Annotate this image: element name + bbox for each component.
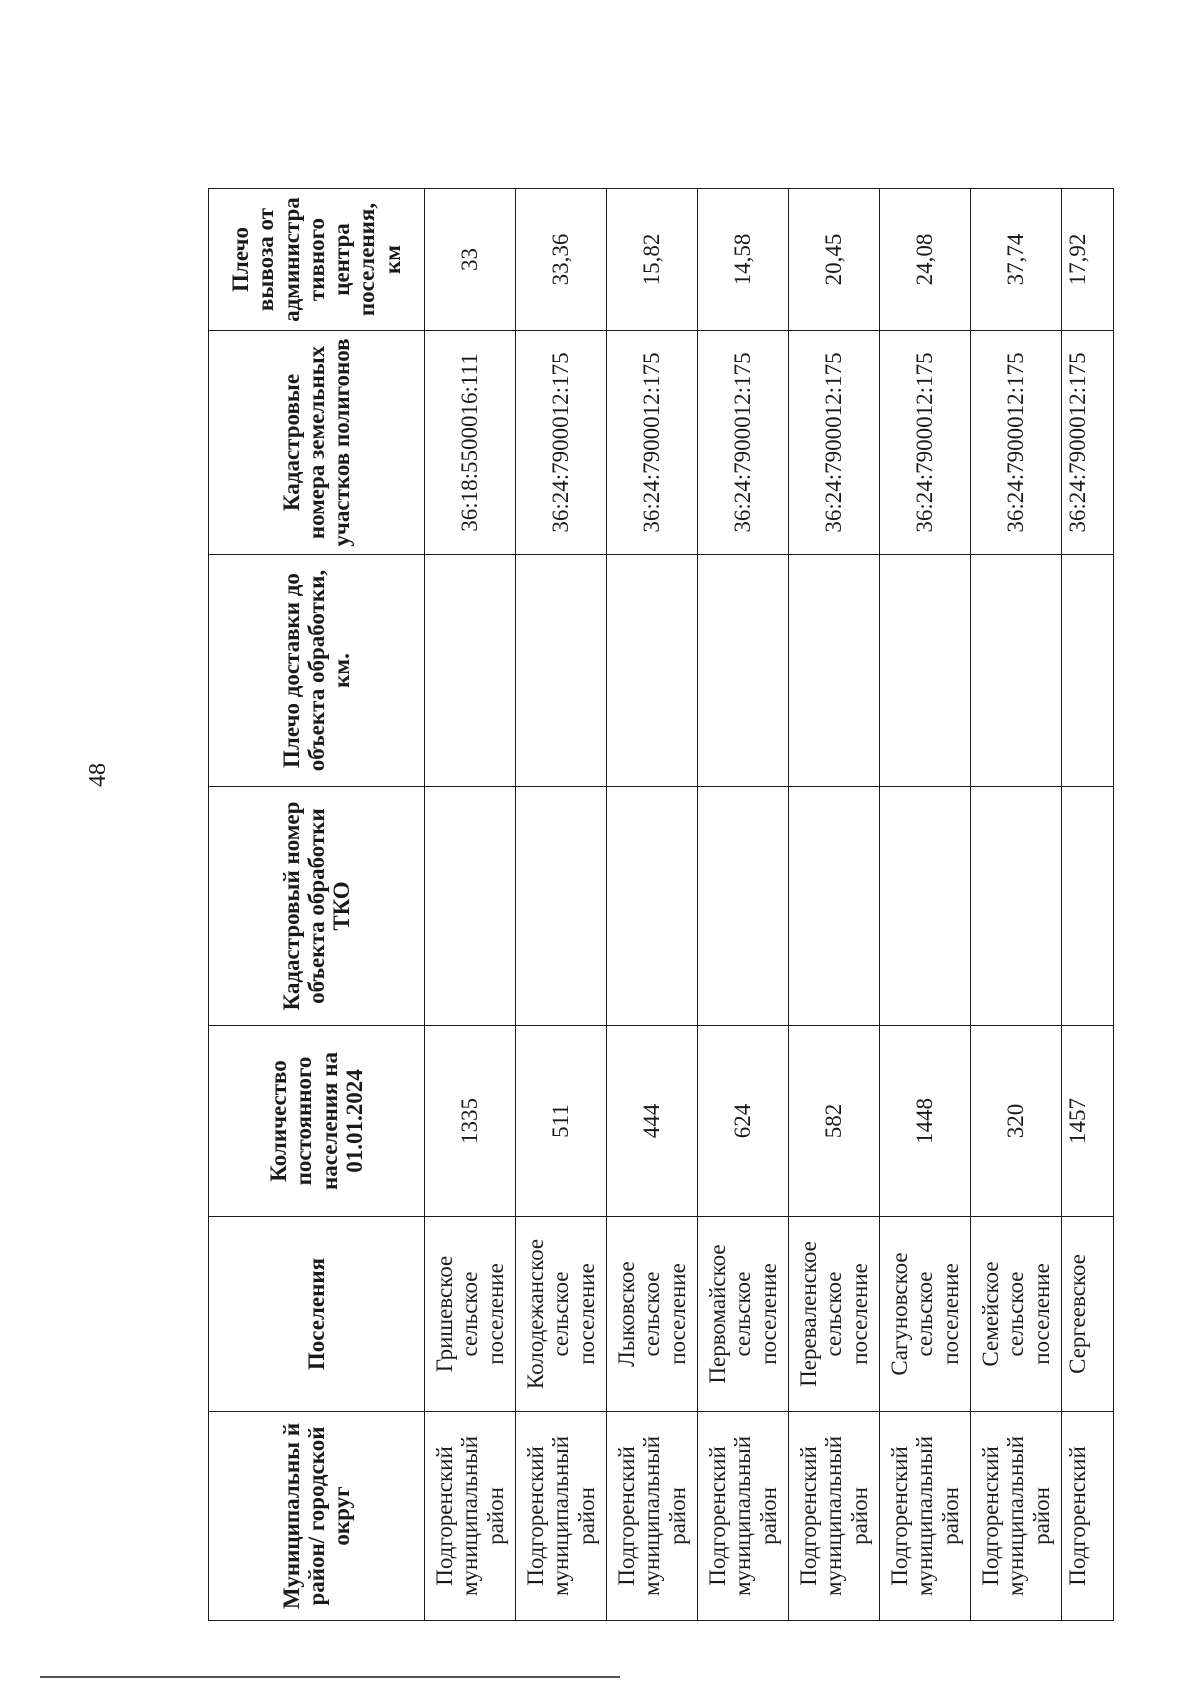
population-cell: 1335 — [425, 1026, 516, 1217]
polygon-cadastral-cell: 36:24:7900012:175 — [880, 331, 971, 555]
admin-distance-cell: 14,58 — [698, 189, 789, 331]
polygon-cadastral-cell: 36:18:5500016:111 — [425, 331, 516, 555]
processing-distance-cell — [698, 555, 789, 787]
header-processing-distance: Плечо доставки до объекта обработки, км. — [209, 555, 425, 787]
table-row — [607, 189, 698, 1621]
district-cell: Подгоренский муниципальный район — [425, 1412, 516, 1621]
processing-cadastral-cell — [1062, 787, 1114, 1026]
processing-distance-cell — [1062, 555, 1114, 787]
table-row — [425, 189, 516, 1621]
settlement-cell: Семейское сельское поселение — [971, 1217, 1062, 1412]
settlement-cell: Переваленское сельское поселение — [789, 1217, 880, 1412]
settlement-cell: Сергеевское — [1062, 1217, 1114, 1412]
district-cell: Подгоренский — [1062, 1412, 1114, 1621]
table-row — [789, 189, 880, 1621]
admin-distance-cell: 33 — [425, 189, 516, 331]
table-row — [880, 189, 971, 1621]
admin-distance-cell: 37,74 — [971, 189, 1062, 331]
processing-cadastral-cell — [516, 787, 607, 1026]
population-cell: 1457 — [1062, 1026, 1114, 1217]
population-cell: 582 — [789, 1026, 880, 1217]
table-row — [698, 189, 789, 1621]
table-row — [1062, 189, 1114, 1621]
population-cell: 624 — [698, 1026, 789, 1217]
footer-rule — [40, 1676, 620, 1678]
polygon-cadastral-cell: 36:24:7900012:175 — [1062, 331, 1114, 555]
processing-cadastral-cell — [789, 787, 880, 1026]
table-row — [971, 189, 1062, 1621]
processing-cadastral-cell — [425, 787, 516, 1026]
header-admin-distance: Плечо вывоза от администра тивного центра поселения, км — [209, 189, 425, 331]
polygon-cadastral-cell: 36:24:7900012:175 — [516, 331, 607, 555]
settlement-cell: Первомайское сельское поселение — [698, 1217, 789, 1412]
settlement-cell: Лыковское сельское поселение — [607, 1217, 698, 1412]
settlement-cell: Колодежанское сельское поселение — [516, 1217, 607, 1412]
population-cell: 444 — [607, 1026, 698, 1217]
settlement-cell: Гришевское сельское поселение — [425, 1217, 516, 1412]
header-population: Количество постоянного населения на 01.01.2024 — [209, 1026, 425, 1217]
admin-distance-cell: 20,45 — [789, 189, 880, 331]
polygon-cadastral-cell: 36:24:7900012:175 — [971, 331, 1062, 555]
admin-distance-cell: 15,82 — [607, 189, 698, 331]
polygon-cadastral-cell: 36:24:7900012:175 — [698, 331, 789, 555]
district-cell: Подгоренский муниципальный район — [789, 1412, 880, 1621]
table-row — [516, 189, 607, 1621]
processing-distance-cell — [971, 555, 1062, 787]
population-cell: 1448 — [880, 1026, 971, 1217]
header-row — [209, 189, 425, 1621]
district-cell: Подгоренский муниципальный район — [516, 1412, 607, 1621]
admin-distance-cell: 24,08 — [880, 189, 971, 331]
header-settlement: Поселения — [209, 1217, 425, 1412]
processing-distance-cell — [516, 555, 607, 787]
processing-distance-cell — [880, 555, 971, 787]
processing-distance-cell — [607, 555, 698, 787]
polygon-cadastral-cell: 36:24:7900012:175 — [607, 331, 698, 555]
district-cell: Подгоренский муниципальный район — [698, 1412, 789, 1621]
processing-cadastral-cell — [607, 787, 698, 1026]
admin-distance-cell: 17,92 — [1062, 189, 1114, 331]
settlements-table — [208, 188, 1114, 1621]
header-polygon-cadastral: Кадастровые номера земельных участков полигонов — [209, 331, 425, 555]
population-cell: 511 — [516, 1026, 607, 1217]
district-cell: Подгоренский муниципальный район — [971, 1412, 1062, 1621]
rotated-table-container — [208, 189, 1108, 1621]
header-district: Муниципальны й район/ городской округ — [209, 1412, 425, 1621]
processing-distance-cell — [425, 555, 516, 787]
page-number: 48 — [85, 763, 111, 787]
header-processing-cadastral: Кадастровый номер объекта обработки ТКО — [209, 787, 425, 1026]
processing-distance-cell — [789, 555, 880, 787]
settlement-cell: Сагуновское сельское поселение — [880, 1217, 971, 1412]
admin-distance-cell: 33,36 — [516, 189, 607, 331]
population-cell: 320 — [971, 1026, 1062, 1217]
processing-cadastral-cell — [880, 787, 971, 1026]
polygon-cadastral-cell: 36:24:7900012:175 — [789, 331, 880, 555]
processing-cadastral-cell — [698, 787, 789, 1026]
district-cell: Подгоренский муниципальный район — [607, 1412, 698, 1621]
processing-cadastral-cell — [971, 787, 1062, 1026]
district-cell: Подгоренский муниципальный район — [880, 1412, 971, 1621]
